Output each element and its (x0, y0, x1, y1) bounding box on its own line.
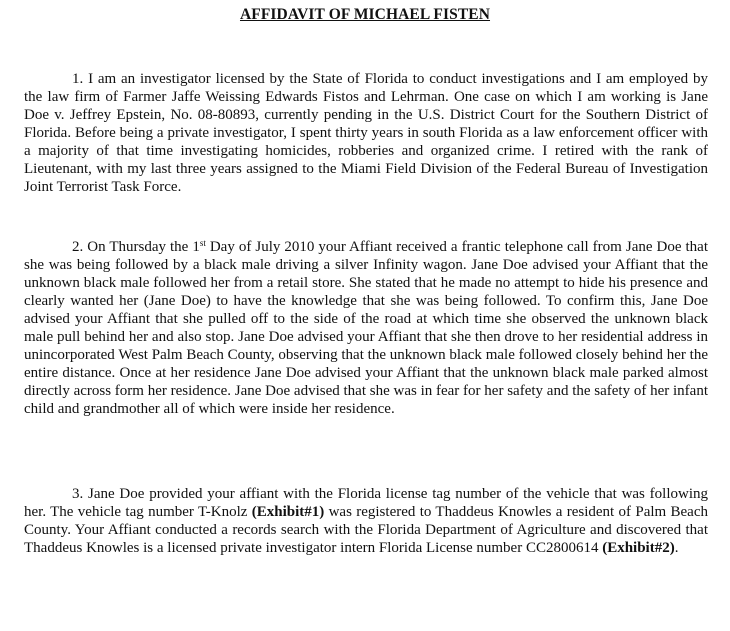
document-title: AFFIDAVIT OF MICHAEL FISTEN (239, 6, 491, 23)
paragraph-3 (24, 485, 708, 557)
paragraph-2 (24, 238, 708, 418)
paragraph-3-text-a: Jane Doe provided your affiant with the Florida license tag number of the vehicle that was following her. The vehicle tag number T-Knolz (24, 486, 708, 520)
paragraph-3-number: 3. (72, 486, 84, 502)
paragraph-3-text-b: was registered to Thaddeus Knowles a resident of Palm Beach County. Your Affiant conducted a records search with the Florida Department of Agriculture and discovered that Thaddeus Knowles is a licensed private investigator intern Florida License number CC2800614 (24, 504, 709, 556)
paragraph-2-text-a: On Thursday the 1 (87, 239, 200, 255)
paragraph-2-superscript: st (199, 238, 206, 248)
paragraph-2-number: 2. (72, 239, 84, 255)
paragraph-1-number: 1. (72, 71, 84, 87)
paragraph-1-text: I am an investigator licensed by the State of Florida to conduct investigations and I am employed by the law firm of Farmer Jaffe Weissing Edwards Fistos and Lehrman. One case on which I am working is Jane Doe v. Jeffrey Epstein, No. 08-80893, currently pending in the U.S. District Court for the Southern District of Florida. Before being a private investigator, I spent thirty years in south Florida as a law enforcement officer with a majority of that time investigating homicides, robberies and organized crime. I retired with the rank of Lieutenant, with my last three years assigned to the Miami Field Division of the Federal Bureau of Investigation Joint Terrorist Task Force. (24, 71, 708, 195)
paragraph-1 (24, 70, 708, 196)
exhibit-2-reference: (Exhibit#2) (602, 540, 675, 556)
paragraph-2-text-b: Day of July 2010 your Affiant received a frantic telephone call from Jane Doe that she was being followed by a black male driving a silver Infinity wagon. Jane Doe advised your Affiant that the unknown black male followed her from a retail store. She stated that he made no attempt to hide his presence and clearly wanted her (Jane Doe) to have the knowledge that she was being followed. To confirm this, Jane Doe advised your Affiant that she pulled off to the side of the road at which time she observed the unknown black male pull behind her and also stop. Jane Doe advised your Affiant that she then drove to her residential address in unincorporated West Palm Beach County, observing that the unknown black male followed closely behind her the entire distance. Once at her residence Jane Doe advised your Affiant that the unknown black male parked almost directly across form her residence. Jane Doe advised that she was in fear for her safety and the safety of her infant child and grandmother all of which were inside her residence. (24, 239, 709, 417)
paragraph-3-text-c: . (674, 540, 679, 556)
exhibit-1-reference: (Exhibit#1) (251, 504, 325, 520)
